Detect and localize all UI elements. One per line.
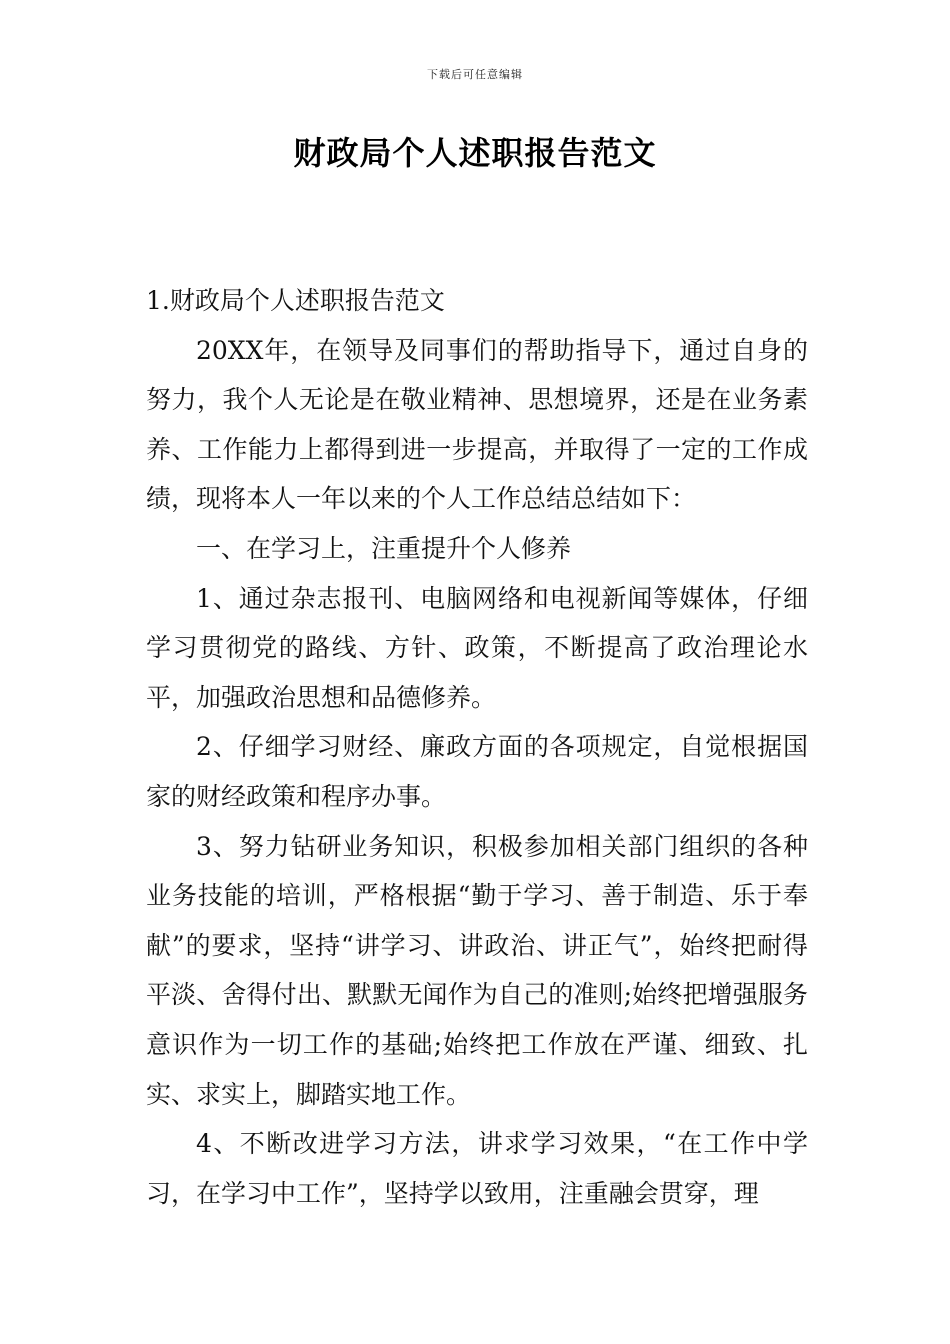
document-title: 财政局个人述职报告范文 bbox=[293, 134, 657, 172]
header-note: 下载后可任意编辑 bbox=[427, 68, 523, 81]
list-paragraph-3: 3、努力钻研业务知识，积极参加相关部门组织的各种业务技能的培训，严格根据“勤于学习、善于制造、乐于奉献”的要求，坚持“讲学习、讲政治、讲正气”，始终把耐得平淡、舍得付出、默默无闻作为自己的准则;始终把增强服务意识作为一切工作的基础;始终把工作放在严谨、细致、扎实、求实上，脚踏实地工作。 bbox=[146, 831, 808, 1109]
list-paragraph-4: 4、不断改进学习方法，讲求学习效果，“在工作中学习，在学习中工作”，坚持学以致用，注重融会贯穿，理 bbox=[146, 1129, 808, 1208]
list-paragraph-1: 1、通过杂志报刊、电脑网络和电视新闻等媒体，仔细学习贯彻党的路线、方针、政策，不断提高了政治理论水平，加强政治思想和品德修养。 bbox=[146, 583, 808, 712]
list-paragraph-2: 2、仔细学习财经、廉政方面的各项规定，自觉根据国家的财经政策和程序办事。 bbox=[146, 732, 808, 811]
section-heading: 1.财政局个人述职报告范文 bbox=[146, 286, 445, 315]
subsection-heading: 一、在学习上，注重提升个人修养 bbox=[196, 533, 572, 563]
intro-paragraph: 20XX年，在领导及同事们的帮助指导下，通过自身的努力，我个人无论是在敬业精神、思想境界，还是在业务素养、工作能力上都得到进一步提高，并取得了一定的工作成绩，现将本人一年以来的个人工作总结总结如下： bbox=[146, 335, 808, 514]
document-body bbox=[146, 276, 808, 1218]
